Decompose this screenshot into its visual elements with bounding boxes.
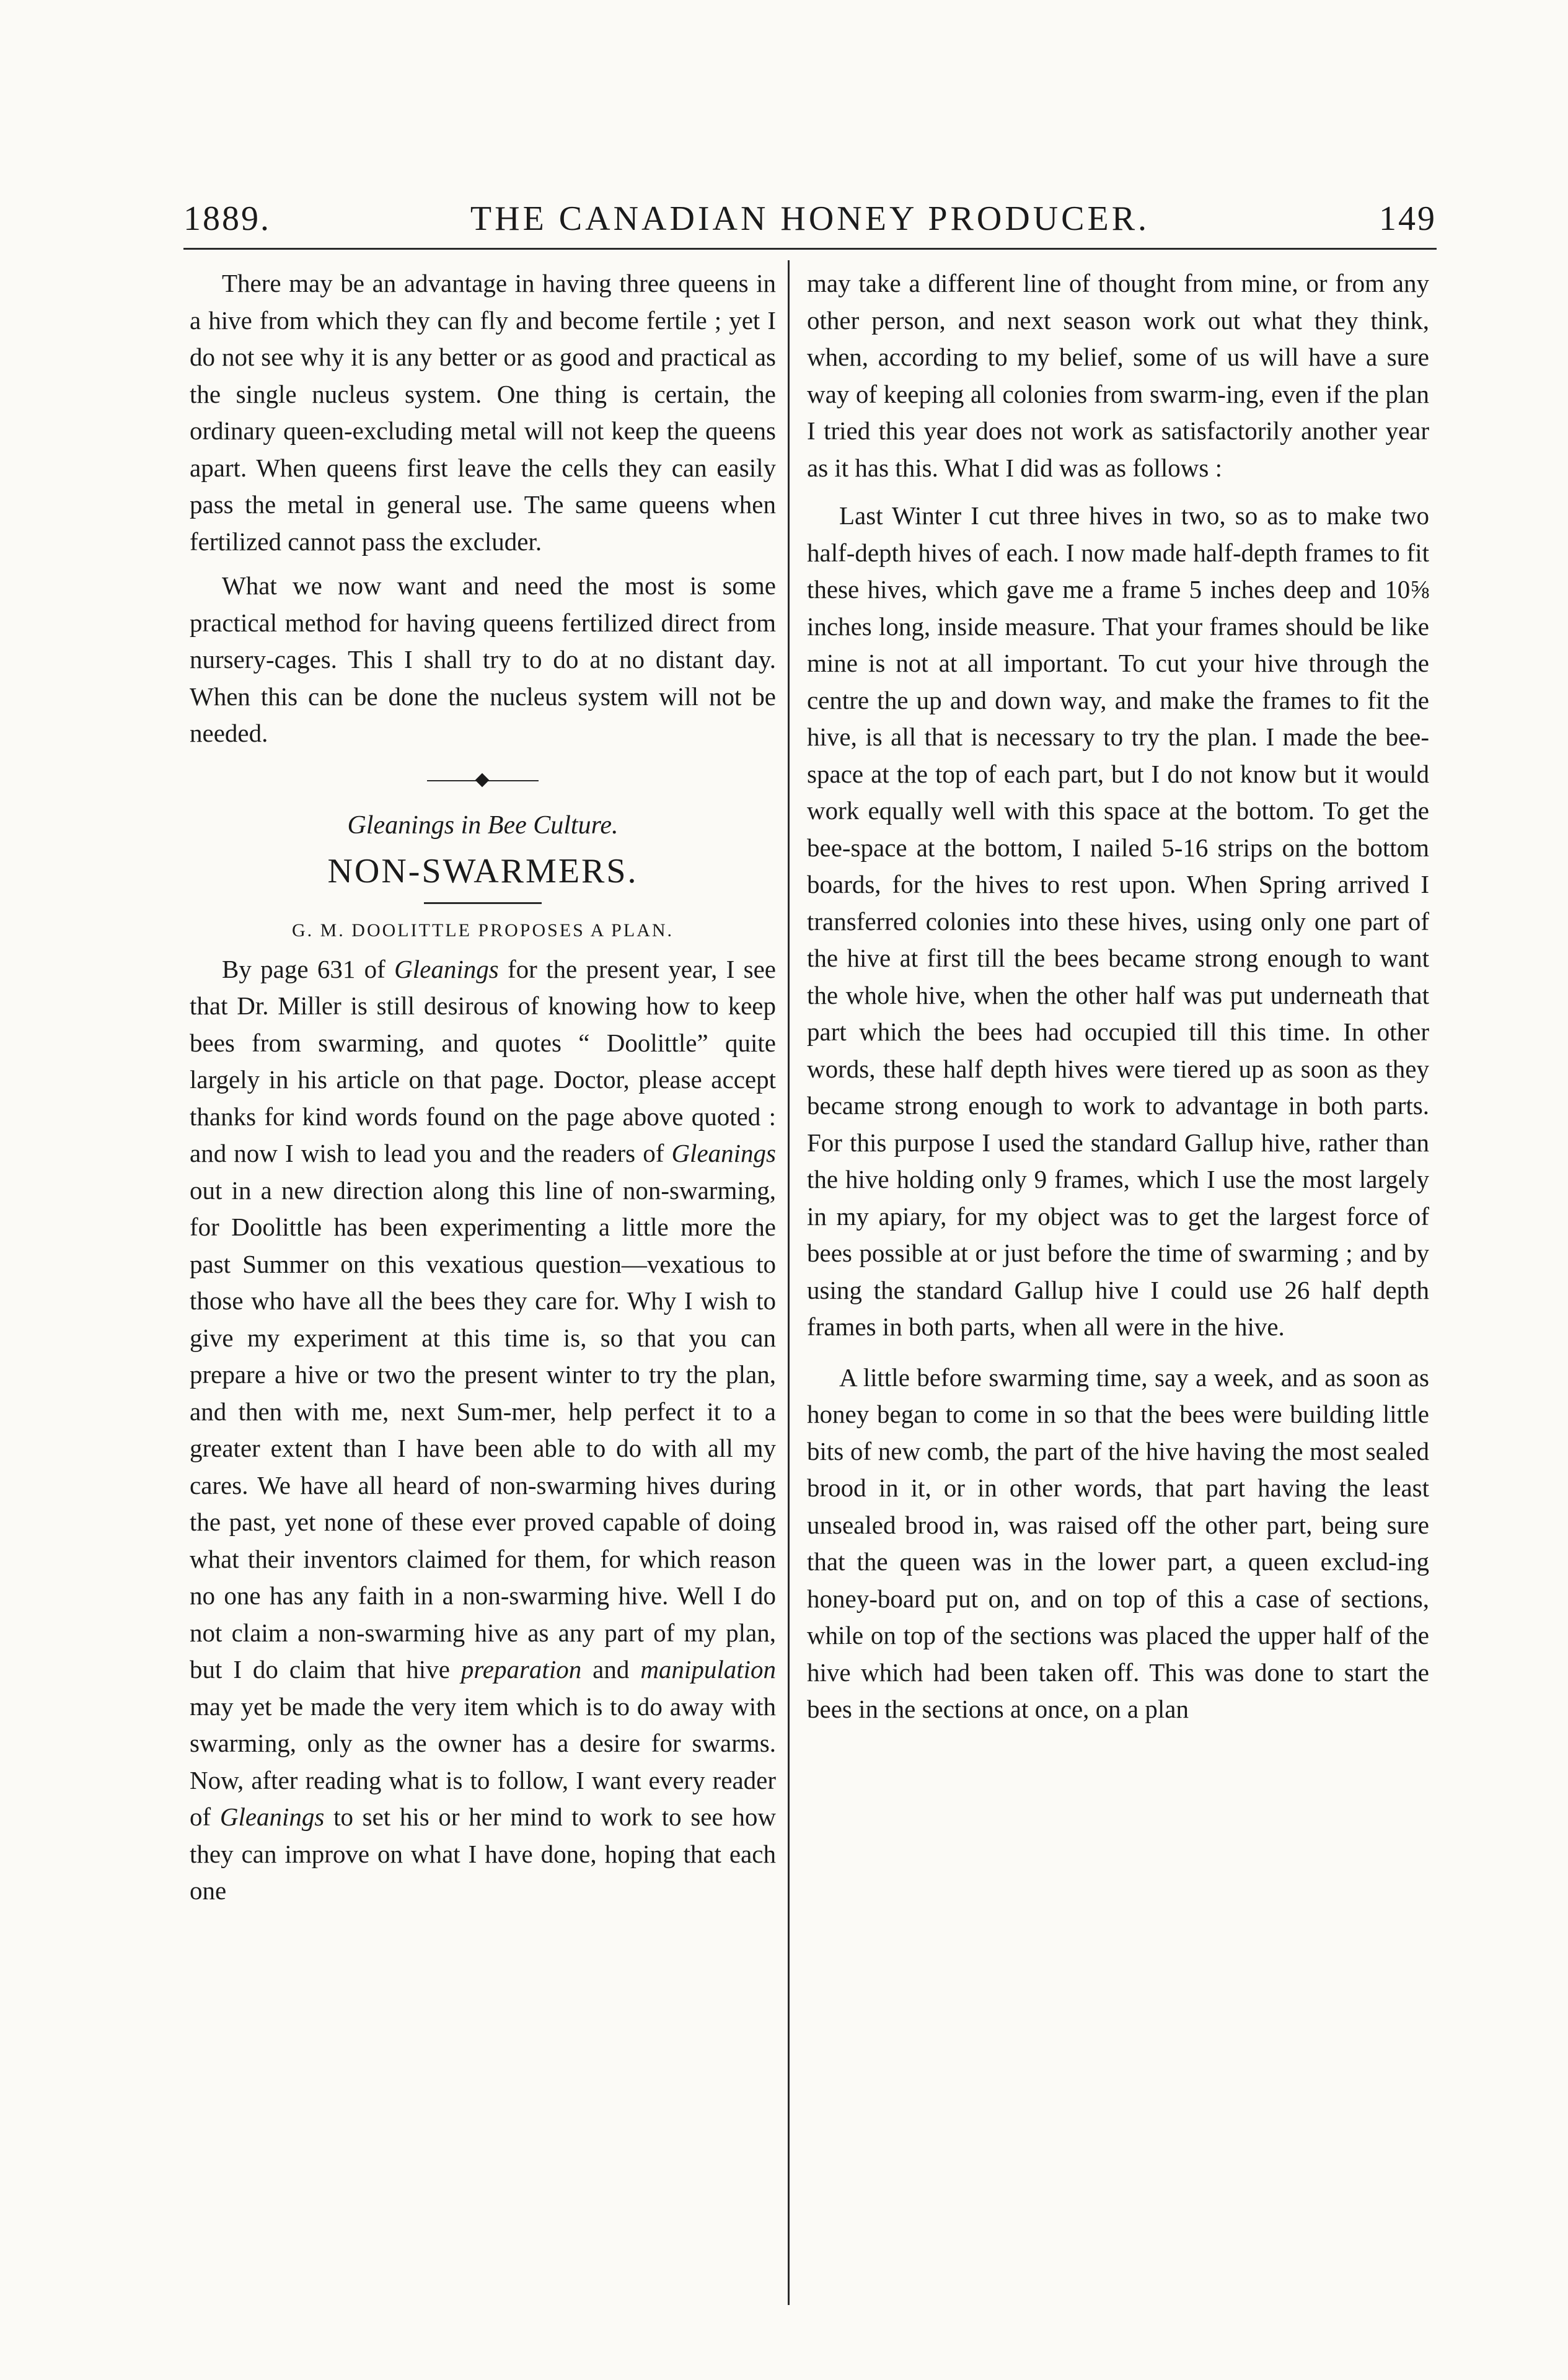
- title-rule: [424, 902, 542, 904]
- text-run: may yet be made the very item which is to do away with swarming, only as the owner has a desire for swarms. Now, after reading what is to follow, I want every reader of: [190, 1692, 776, 1831]
- text-run: to set his or her mind to work to see how they can improve on what I have done, hoping that each one: [190, 1803, 776, 1905]
- right-column: [807, 265, 1429, 2310]
- page-header: [183, 197, 1437, 240]
- text-run: and: [581, 1655, 641, 1684]
- ornament-diamond: [475, 773, 490, 787]
- section-kicker: Gleanings in Bee Culture.: [347, 810, 619, 840]
- right-paragraph-3: A little before swarming time, say a week, and as soon as honey began to come in so that the bees were building little bits of new comb, the part of the hive having the most sealed brood in it, or in other words, that part having the least unsealed brood in, was raised off the other part, being sure that the queen was in the lower part, a queen exclud-ing honey-board put on, and on top of this a case of sections, while on top of the sections was placed the upper half of the hive which had been taken off. This was done to start the bees in the sections at once, on a plan: [807, 1363, 1429, 1723]
- left-column: [190, 265, 776, 2310]
- byline: G. M. DOOLITTLE PROPOSES A PLAN.: [291, 920, 674, 941]
- header-title: THE CANADIAN HONEY PRODUCER.: [470, 200, 1150, 238]
- left-paragraph-2: What we now want and need the most is some practical method for having queens fertilized direct from nursery-cages. This I shall try to do at no distant day. When this can be done the nucleus system will not be needed.: [190, 571, 776, 747]
- header-year: 1889.: [183, 200, 271, 238]
- italic-run: preparation: [460, 1655, 582, 1684]
- text-run: for the present year, I see that Dr. Miller is still desirous of knowing how to keep bees from swarming, and quotes “ Doolittle” quite largely in his article on that page. Doctor, please accept thanks for kind words found on the page above quoted : and now I wish to lead you and the readers of: [190, 954, 776, 1167]
- italic-run: Gleanings: [671, 1139, 776, 1167]
- italic-run: Gleanings: [394, 954, 499, 983]
- text-run: By page 631 of: [222, 954, 395, 983]
- right-paragraph-1: may take a different line of thought from mine, or from any other person, and next season work out what they think, when, according to my belief, some of us will have a sure way of keeping all colonies from swarm-ing, even if the plan I tried this year does not work as satisfactorily another year as it has this. What I did was as follows :: [807, 269, 1429, 482]
- column-divider: [788, 260, 790, 2305]
- section-ornament: [427, 773, 539, 788]
- text-run: out in a new direction along this line of non-swarming, for Doolittle has been experimenting a little more the past Summer on this vexatious question—vexatious to those who have all the bees they care for. Why I wish to give my experiment at this time is, so that you can prepare a hive or two the present winter to try the plan, and then with me, next Sum-mer, help perfect it to a greater extent than I have been able to do with all my cares. We have all heard of non-swarming hives during the past, yet none of these ever proved capable of doing what their inventors claimed for them, for which reason no one has any faith in a non-swarming hive. Well I do not claim a non-swarming hive as any part of my plan, but I do claim that hive: [190, 1175, 776, 1684]
- left-paragraph-1: There may be an advantage in having three queens in a hive from which they can fly and become fertile ; yet I do not see why it is any better or as good and practical as the single nucleus system. One thing is certain, the ordinary queen-excluding metal will not keep the queens apart. When queens first leave the cells they can easily pass the metal in general use. The same queens when fertilized cannot pass the excluder.: [190, 269, 776, 556]
- italic-run: Gleanings: [219, 1803, 325, 1831]
- header-page-number: 149: [1379, 200, 1437, 238]
- header-rule: [183, 248, 1437, 250]
- right-paragraph-2: Last Winter I cut three hives in two, so as to make two half-depth hives of each. I now made half-depth frames to fit these hives, which gave me a frame 5 inches deep and 10⅝ inches long, inside measure. That your frames should be like mine is not at all important. To cut your hive through the centre the up and down way, and make the frames to fit the hive, is all that is necessary to try the plan. I made the bee-space at the top of each part, but I do not know but it would work equally well with this space at the bottom. To get the bee-space at the bottom, I nailed 5-16 strips on the bottom boards, for the hives to rest upon. When Spring arrived I transferred colonies into these hives, using only one part of the hive at first till the bees became strong enough to want the whole hive, when the other half was put underneath that part which the bees had occupied till this time. In other words, these half depth hives were tiered up as soon as they became strong enough to work to advantage in both parts. For this purpose I used the standard Gallup hive, rather than the hive holding only 9 frames, which I use the most largely in my apiary, for my object was to get the largest force of bees possible at or just before the time of swarming ; and by using the standard Gallup hive I could use 26 half depth frames in both parts, when all were in the hive.: [807, 501, 1429, 1341]
- left-paragraph-3: [190, 951, 776, 1910]
- italic-run: manipulation: [640, 1655, 776, 1684]
- section-title: NON-SWARMERS.: [327, 851, 638, 890]
